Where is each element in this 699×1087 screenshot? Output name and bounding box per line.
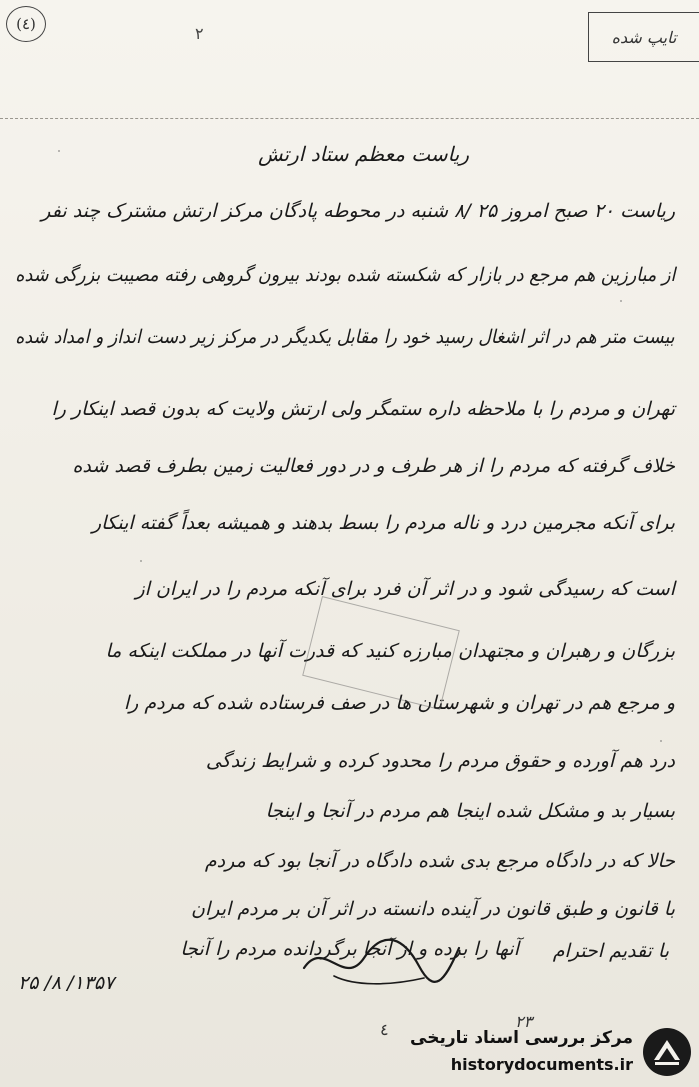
scan-speck	[58, 150, 60, 152]
letter-line: و مرجع هم در تهران و شهرستان ها در صف فرستاده شده که مردم را	[123, 692, 675, 714]
top-dashed-divider	[0, 118, 699, 119]
watermark-logo	[410, 1024, 695, 1082]
corner-typed-label: تایپ شده	[588, 12, 699, 62]
top-margin-mark: ٢	[195, 24, 204, 43]
letter-line: با قانون و طبق قانون در آینده دانسته در اثر آن بر مردم ایران	[191, 898, 675, 920]
letter-line: برای آنکه مجرمین درد و ناله مردم را بسط بدهند و همیشه بعداً گفته اینکار	[91, 512, 675, 534]
letter-line: تهران و مردم را با ملاحظه داره ستمگر ولی ارتش ولایت که بدون قصد اینکار را	[51, 398, 675, 420]
letter-line: بزرگان و رهبران و مجتهدان مبارزه کنید که قدرت آنها در مملکت اینکه ما	[105, 640, 675, 662]
letter-line: است که رسیدگی شود و در اثر آن فرد برای آنکه مردم را در ایران از	[135, 578, 675, 600]
signature-icon	[294, 928, 464, 998]
letter-line: درد هم آورده و حقوق مردم را محدود کرده و شرایط زندگی	[205, 750, 675, 772]
letter-line: حالا که در دادگاه مرجع بدی شده دادگاه در آنجا بود که مردم	[204, 850, 675, 872]
watermark-url: historydocuments.ir	[450, 1055, 633, 1074]
letter-line: بسیار بد و مشکل شده اینجا هم مردم در آنجا و اینجا	[265, 800, 675, 822]
archive-book-icon	[641, 1026, 693, 1078]
scan-speck	[140, 560, 142, 562]
footer-mark: ٤	[380, 1020, 389, 1039]
footer-page-number: ٢٣	[515, 1012, 533, 1031]
watermark-title: مرکز بررسی اسناد تاریخی	[410, 1028, 633, 1048]
letter-date: ۲۵ /۸ /۱۳۵۷	[18, 972, 115, 994]
letter-line: ریاست ۲۰ صبح امروز ۲۵ /۸ شنبه در محوطه پادگان مرکز ارتش مشترک چند نفر	[41, 200, 675, 222]
page-circle-number: (٤)	[6, 6, 46, 42]
letter-line: خلاف گرفته که مردم را از هر طرف و در دور فعالیت زمین بطرف قصد شده	[72, 455, 675, 477]
letter-line: آنها را برده و از آنجا برگردانده مردم را آنجا	[180, 938, 519, 960]
scan-speck	[620, 300, 622, 302]
letter-title: ریاست معظم ستاد ارتش	[258, 142, 469, 166]
letter-line: بیست متر هم در اثر اشغال رسید خود را مقابل یکدیگر در مرکز زیر دست انداز و امداد شده	[15, 326, 675, 348]
letter-line: از مبارزین هم مرجع در بازار که شکسته شده بودند بیرون گروهی رفته مصیبت بزرگی شده	[14, 264, 675, 286]
letter-closing: با تقدیم احترام	[552, 940, 669, 962]
scan-speck	[660, 740, 662, 742]
